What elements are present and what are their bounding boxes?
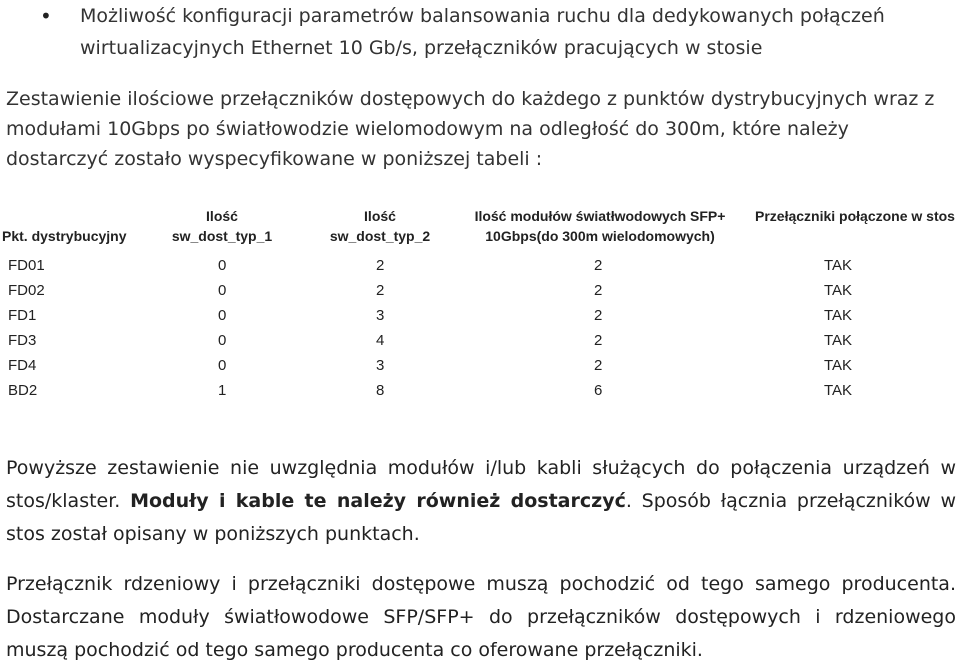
bullet-marker: •: [40, 4, 52, 28]
table-cell: 4: [376, 332, 385, 349]
summary-bold-text: Moduły i kable te należy również dostarczyć: [130, 490, 626, 512]
vendor-paragraph: Przełącznik rdzeniowy i przełączniki dostępowe muszą pochodzić od tego samego producenta. Dostarczane moduły światłowodowe SFP/SFP+ do przełączników dostępowych i rdzeniowego muszą pochodzić od tego samego producenta co oferowane przełączniki.: [6, 573, 956, 661]
table-row: [2, 379, 960, 404]
header-cell-sfp: Ilość modułów światłwodowych SFP+ 10Gbps(do 300m wielodomowych): [474, 208, 726, 244]
summary-text-end: . Sposób łącznia przełączników w stos został opisany w poniższych punktach.: [6, 490, 956, 545]
table-cell: 8: [376, 382, 385, 399]
summary-text-start: Powyższe zestawienie nie uwzględnia modułów i/lub kabli służących do połączenia urządzeń w stos/klaster.: [6, 457, 956, 512]
header-cell-typ2: Ilość sw_dost_typ_2: [329, 208, 431, 244]
table-cell: 6: [594, 382, 603, 399]
table-cell: TAK: [824, 332, 853, 349]
table-cell: TAK: [824, 257, 853, 274]
table-cell: 0: [218, 357, 227, 374]
table-cell: FD02: [8, 282, 45, 299]
table-cell: 0: [218, 307, 227, 324]
table-cell: TAK: [824, 357, 853, 374]
table-row: [2, 354, 960, 379]
header-cell-pkt: Pkt. dystrybucyjny: [2, 228, 127, 244]
table-cell: 0: [218, 332, 227, 349]
table-row: [2, 254, 960, 279]
table-cell: 0: [218, 282, 227, 299]
table-cell: BD2: [8, 382, 38, 399]
table-cell: 2: [594, 332, 603, 349]
table-body: [2, 254, 960, 404]
table-row: [2, 329, 960, 354]
table-cell: FD3: [8, 332, 37, 349]
table-row: [2, 304, 960, 329]
table-cell: 2: [594, 282, 603, 299]
table-cell: FD1: [8, 307, 37, 324]
table-cell: TAK: [824, 382, 853, 399]
table-cell: TAK: [824, 282, 853, 299]
table-cell: 2: [594, 307, 603, 324]
table-cell: 3: [376, 307, 385, 324]
table-cell: 2: [376, 282, 385, 299]
header-cell-typ1: Ilość sw_dost_typ_1: [171, 208, 273, 244]
header-cell-stos: Przełączniki połączone w stos: [755, 208, 955, 224]
bullet-text: Możliwość konfiguracji parametrów balansowania ruchu dla dedykowanych połączeń wirtualizacyjnych Ethernet 10 Gb/s, przełączników pracujących w stosie: [80, 5, 885, 59]
table-cell: 2: [376, 257, 385, 274]
table-row: [2, 279, 960, 304]
table-cell: 1: [218, 382, 227, 399]
table-cell: FD4: [8, 357, 37, 374]
table-cell: FD01: [8, 257, 45, 274]
table-header: [2, 200, 960, 254]
table-cell: 2: [594, 257, 603, 274]
table-cell: 3: [376, 357, 385, 374]
summary-paragraph: [6, 452, 956, 551]
table-cell: 0: [218, 257, 227, 274]
table-cell: 2: [594, 357, 603, 374]
switch-table: [2, 200, 960, 404]
table-cell: TAK: [824, 307, 853, 324]
intro-paragraph: Zestawienie ilościowe przełączników dostępowych do każdego z punktów dystrybucyjnych wraz z modułami 10Gbps po światłowodzie wielomodowym na odległość do 300m, które należy dostarczyć zostało wyspecyfikowane w poniższej tabeli :: [6, 88, 935, 170]
